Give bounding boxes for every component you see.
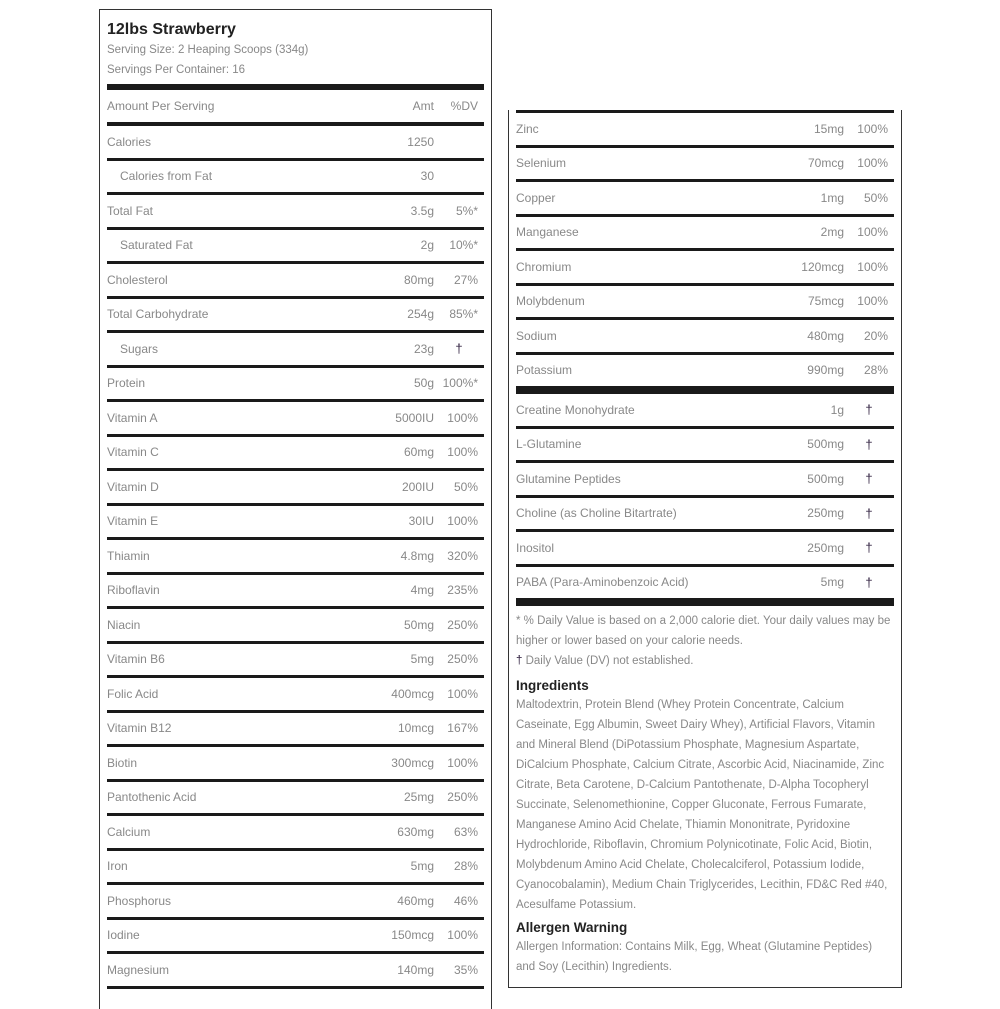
nutrient-amount: 4mg xyxy=(410,583,434,598)
nutrient-name: PABA (Para-Aminobenzoic Acid) xyxy=(516,575,689,590)
nutrient-amount: 4.8mg xyxy=(400,548,434,563)
nutrient-name: Biotin xyxy=(107,755,138,770)
nutrient-row xyxy=(107,402,484,437)
nutrient-amount: 200IU xyxy=(401,479,434,494)
nutrient-row xyxy=(516,394,894,429)
nutrient-row xyxy=(516,429,894,464)
nutrient-amount: 150mcg xyxy=(391,928,434,943)
nutrient-name: Choline (as Choline Bitartrate) xyxy=(516,506,677,521)
nutrient-daily-value: 35% xyxy=(453,962,478,977)
nutrient-name: L-Glutamine xyxy=(516,437,582,452)
nutrient-daily-value: 100% xyxy=(447,514,478,529)
dagger-icon: † xyxy=(865,471,873,487)
nutrient-amount: 50mg xyxy=(403,617,434,632)
nutrient-name: Niacin xyxy=(107,617,141,632)
product-title: 12lbs Strawberry xyxy=(107,21,236,38)
nutrient-amount: 140mg xyxy=(397,962,434,977)
nutrient-amount: 2g xyxy=(420,238,434,253)
right-panel-inner xyxy=(516,110,894,977)
servings-per-container: Servings Per Container: 16 xyxy=(107,64,246,76)
nutrient-name: Protein xyxy=(107,376,146,391)
nutrient-row xyxy=(107,437,484,472)
nutrient-daily-value: 100% xyxy=(857,121,888,136)
nutrient-amount: 15mg xyxy=(813,121,844,136)
divider-thick xyxy=(516,598,894,606)
nutrient-name: Creatine Monohydrate xyxy=(516,402,635,417)
nutrient-amount: 5mg xyxy=(410,859,434,874)
nutrient-amount: 460mg xyxy=(397,893,434,908)
nutrient-row xyxy=(107,920,484,955)
nutrient-name: Vitamin E xyxy=(107,514,159,529)
nutrient-daily-value: 250% xyxy=(447,617,478,632)
nutrition-facts-left-panel xyxy=(99,9,492,1009)
nutrient-amount: 70mcg xyxy=(807,156,844,171)
nutrient-daily-value: 20% xyxy=(863,328,888,343)
nutrient-name: Iron xyxy=(107,859,128,874)
dagger-icon: † xyxy=(516,655,523,667)
nutrient-daily-value: 100%* xyxy=(442,376,478,391)
ingredients-text: Maltodextrin, Protein Blend (Whey Protein Concentrate, Calcium Caseinate, Egg Albumin, Sweet Dairy Whey), Artificial Flavors, Vitamin and Mineral Blend (DiPotassium Phosphate, Magnesium Aspartate, DiCalcium Phosphate, Calcium Citrate, Ascorbic Acid, Niacinamide, Zinc Citrate, Beta Carotene, D-Calcium Pantothenate, D-Alpha Tocopheryl Succinate, Selenomethionine, Copper Gluconate, Ferrous Fumarate, Manganese Amino Acid Chelate, Thiamin Mononitrate, Pyridoxine Hydrochloride, Riboflavin, Chromium Polynicotinate, Folic Acid, Biotin, Molybdenum Amino Acid Chelate, Cholecalciferol, Potassium Iodide, Cyanocobalamin), Medium Chain Triglycerides, Lecithin, FD&C Red #40, Acesulfame Potassium. xyxy=(516,699,888,911)
dv-header: %DV xyxy=(450,99,478,113)
nutrient-daily-value: 50% xyxy=(453,479,478,494)
nutrient-row xyxy=(107,678,484,713)
dagger-icon: † xyxy=(865,574,873,590)
allergen-heading: Allergen Warning xyxy=(516,920,628,935)
nutrient-name: Sugars xyxy=(120,341,159,356)
nutrient-daily-value: 100% xyxy=(447,928,478,943)
nutrient-amount: 1250 xyxy=(407,134,434,149)
nutrient-amount: 5mg xyxy=(820,575,844,590)
nutrient-amount: 2mg xyxy=(820,225,844,240)
nutrient-name: Sodium xyxy=(516,328,557,343)
nutrient-amount: 1g xyxy=(830,402,844,417)
allergen-text: Allergen Information: Contains Milk, Egg, Wheat (Glutamine Peptides) and Soy (Lecithin) Ingredients. xyxy=(516,941,873,973)
nutrient-daily-value: 100% xyxy=(447,410,478,425)
serving-size: Serving Size: 2 Heaping Scoops (334g) xyxy=(107,44,309,56)
nutrient-amount: 30IU xyxy=(408,514,434,529)
dagger-icon: † xyxy=(865,402,873,418)
nutrient-daily-value: 63% xyxy=(453,824,478,839)
nutrient-row xyxy=(107,540,484,575)
nutrient-amount: 5mg xyxy=(410,652,434,667)
nutrient-amount: 80mg xyxy=(403,272,434,287)
daily-value-footnote: * % Daily Value is based on a 2,000 calorie diet. Your daily values may be higher or lower based on your calorie needs. xyxy=(516,615,891,647)
nutrient-amount: 50g xyxy=(413,376,434,391)
dv-not-established-footnote xyxy=(516,651,894,671)
nutrient-name: Thiamin xyxy=(107,548,150,563)
ingredients-heading: Ingredients xyxy=(516,678,589,693)
nutrient-row xyxy=(107,161,484,196)
nutrient-name: Copper xyxy=(516,190,556,205)
nutrient-daily-value: 50% xyxy=(863,190,888,205)
nutrient-amount: 500mg xyxy=(807,471,844,486)
nutrient-row xyxy=(107,230,484,265)
nutrient-row xyxy=(516,286,894,321)
nutrient-row xyxy=(516,355,894,387)
nutrient-name: Total Fat xyxy=(107,203,154,218)
nutrient-name: Folic Acid xyxy=(107,686,159,701)
nutrient-amount: 3.5g xyxy=(410,203,434,218)
nutrient-amount: 75mcg xyxy=(807,294,844,309)
dagger-icon: † xyxy=(865,540,873,556)
nutrient-amount: 1mg xyxy=(820,190,844,205)
nutrient-amount: 60mg xyxy=(403,445,434,460)
nutrient-name: Vitamin D xyxy=(107,479,159,494)
nutrient-amount: 25mg xyxy=(403,790,434,805)
nutrition-facts-right-panel xyxy=(508,110,902,988)
nutrient-name: Magnesium xyxy=(107,962,170,977)
nutrient-name: Zinc xyxy=(516,121,539,136)
nutrient-row xyxy=(107,506,484,541)
nutrient-row xyxy=(107,195,484,230)
nutrient-daily-value: 100% xyxy=(857,156,888,171)
nutrient-name: Vitamin B6 xyxy=(107,652,165,667)
nutrient-amount: 254g xyxy=(407,307,434,322)
nutrient-amount: 23g xyxy=(413,341,434,356)
nutrient-amount: 10mcg xyxy=(397,721,434,736)
nutrient-row xyxy=(107,126,484,161)
amt-header: Amt xyxy=(412,99,434,113)
nutrient-daily-value: 250% xyxy=(447,652,478,667)
nutrient-amount: 120mcg xyxy=(801,259,844,274)
nutrient-amount: 990mg xyxy=(807,363,844,378)
nutrient-row xyxy=(107,747,484,782)
nutrient-row xyxy=(107,851,484,886)
nutrient-name: Molybdenum xyxy=(516,294,585,309)
nutrient-row xyxy=(107,333,484,368)
nutrient-row xyxy=(516,498,894,533)
nutrient-name: Vitamin C xyxy=(107,445,159,460)
nutrient-daily-value: 100% xyxy=(857,225,888,240)
nutrient-row xyxy=(107,575,484,610)
nutrient-row xyxy=(516,182,894,217)
nutrient-row xyxy=(516,463,894,498)
nutrient-row xyxy=(516,251,894,286)
amount-per-serving-label: Amount Per Serving xyxy=(107,99,215,113)
nutrient-name: Vitamin A xyxy=(107,410,158,425)
nutrient-name: Pantothenic Acid xyxy=(107,790,197,805)
nutrient-row xyxy=(107,885,484,920)
nutrient-daily-value: 100% xyxy=(447,755,478,770)
nutrient-amount: 480mg xyxy=(807,328,844,343)
nutrient-amount: 300mcg xyxy=(391,755,434,770)
nutrient-name: Manganese xyxy=(516,225,579,240)
nutrient-daily-value: 27% xyxy=(453,272,478,287)
nutrient-row xyxy=(516,567,894,599)
nutrient-daily-value: 167% xyxy=(447,721,478,736)
nutrient-amount: 400mcg xyxy=(391,686,434,701)
nutrient-amount: 630mg xyxy=(397,824,434,839)
nutrient-name: Chromium xyxy=(516,259,572,274)
nutrient-row xyxy=(516,113,894,148)
nutrient-daily-value: 28% xyxy=(863,363,888,378)
nutrient-name: Calories xyxy=(107,134,152,149)
nutrient-row xyxy=(107,609,484,644)
nutrient-row xyxy=(516,532,894,567)
nutrient-daily-value: 85%* xyxy=(449,307,478,322)
nutrient-name: Potassium xyxy=(516,363,573,378)
nutrient-row xyxy=(107,471,484,506)
nutrient-list-left xyxy=(107,126,484,989)
nutrient-row xyxy=(107,644,484,679)
nutrient-name: Glutamine Peptides xyxy=(516,471,621,486)
nutrient-row xyxy=(107,299,484,334)
nutrient-row xyxy=(516,217,894,252)
nutrient-name: Iodine xyxy=(107,928,140,943)
nutrient-daily-value: 320% xyxy=(447,548,478,563)
nutrient-row xyxy=(516,148,894,183)
nutrient-name: Saturated Fat xyxy=(120,238,193,253)
nutrient-daily-value: 100% xyxy=(447,445,478,460)
nutrient-name: Riboflavin xyxy=(107,583,160,598)
left-panel-inner xyxy=(107,10,484,989)
nutrient-daily-value: 10%* xyxy=(449,238,478,253)
nutrient-daily-value: 100% xyxy=(857,294,888,309)
nutrient-name: Cholesterol xyxy=(107,272,168,287)
nutrient-name: Inositol xyxy=(516,540,555,555)
dagger-icon: † xyxy=(865,505,873,521)
nutrient-list-right xyxy=(516,113,894,386)
dagger-icon: † xyxy=(865,436,873,452)
nutrient-row xyxy=(107,264,484,299)
divider-thick xyxy=(516,386,894,394)
nutrient-daily-value: 46% xyxy=(453,893,478,908)
nutrient-daily-value: 250% xyxy=(447,790,478,805)
nutrient-name: Phosphorus xyxy=(107,893,172,908)
nutrient-name: Total Carbohydrate xyxy=(107,307,209,322)
nutrient-daily-value: 235% xyxy=(447,583,478,598)
nutrient-daily-value: 5%* xyxy=(455,203,478,218)
dv-not-established-text: Daily Value (DV) not established. xyxy=(522,655,694,667)
nutrient-amount: 250mg xyxy=(807,506,844,521)
nutrient-row xyxy=(107,816,484,851)
dagger-icon: † xyxy=(455,341,463,357)
nutrient-row xyxy=(107,954,484,989)
nutrient-amount: 5000IU xyxy=(395,410,434,425)
nutrient-daily-value: 100% xyxy=(447,686,478,701)
nutrient-name: Selenium xyxy=(516,156,567,171)
nutrient-row xyxy=(107,713,484,748)
nutrient-amount: 500mg xyxy=(807,437,844,452)
nutrient-name: Calories from Fat xyxy=(120,169,213,184)
nutrient-row xyxy=(107,368,484,403)
nutrient-name: Vitamin B12 xyxy=(107,721,172,736)
nutrient-daily-value: 28% xyxy=(453,859,478,874)
nutrient-name: Calcium xyxy=(107,824,151,839)
supplement-list xyxy=(516,394,894,598)
nutrient-row xyxy=(107,782,484,817)
nutrient-row xyxy=(516,320,894,355)
nutrient-daily-value: 100% xyxy=(857,259,888,274)
table-header xyxy=(107,90,484,122)
nutrient-amount: 30 xyxy=(420,169,434,184)
nutrient-amount: 250mg xyxy=(807,540,844,555)
